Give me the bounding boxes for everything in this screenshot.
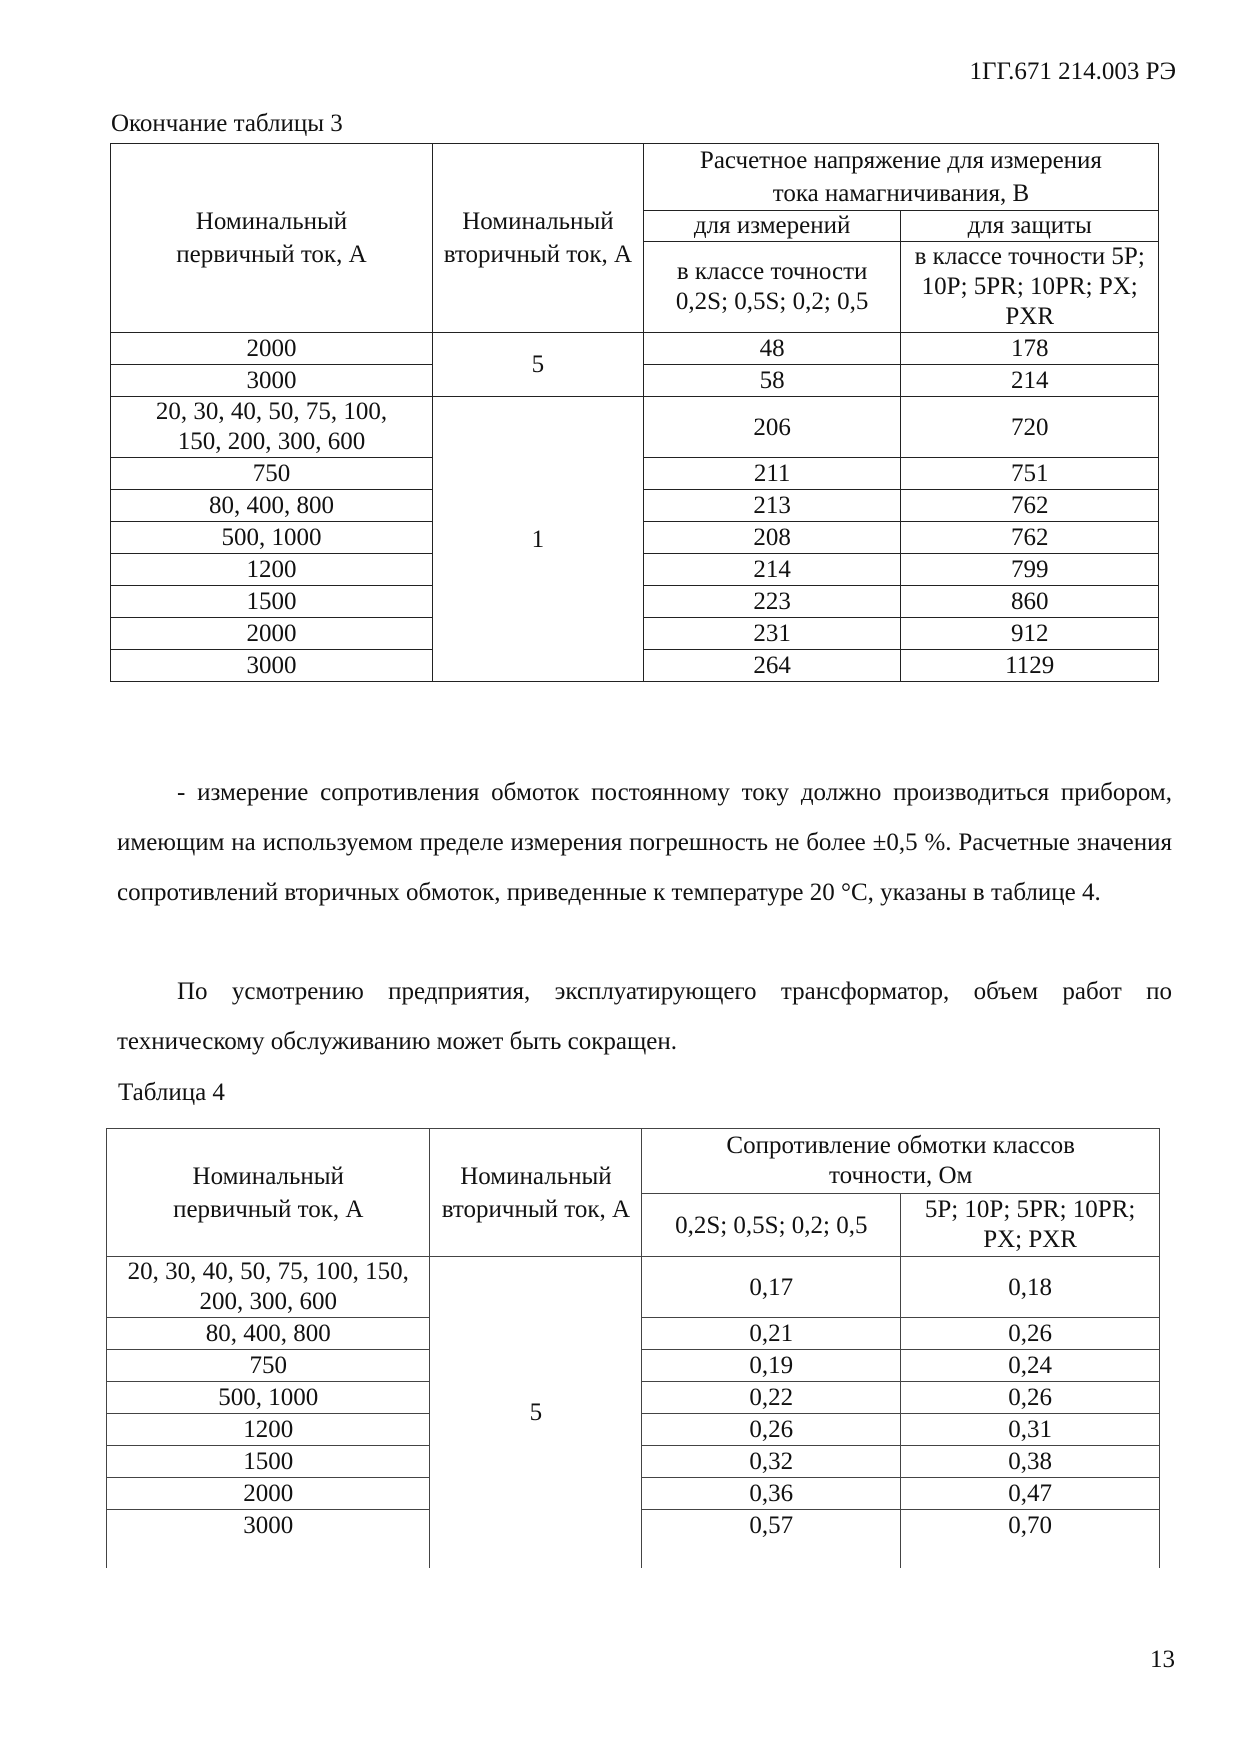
header-primary-current: Номинальный первичный ток, А	[107, 1129, 430, 1257]
header-resistance-group: Сопротивление обмотки классов точности, Ом	[642, 1129, 1160, 1194]
cell-measurement-resistance: 0,26	[642, 1414, 901, 1446]
cell-primary-current: 20, 30, 40, 50, 75, 100, 150, 200, 300, 600	[111, 397, 433, 458]
cell-protection-resistance: 0,38	[901, 1446, 1160, 1478]
header-protection: для защиты	[901, 211, 1159, 242]
cell-measurement-voltage: 208	[643, 522, 901, 554]
cell-protection-voltage: 912	[901, 618, 1159, 650]
cell-primary-current: 80, 400, 800	[111, 490, 433, 522]
cell-measurement-resistance: 0,36	[642, 1478, 901, 1510]
cell-measurement-resistance: 0,57	[642, 1510, 901, 1569]
cell-primary-current: 1500	[107, 1446, 430, 1478]
cell-primary-current: 1200	[111, 554, 433, 586]
cell-primary-current: 1200	[107, 1414, 430, 1446]
table-3	[110, 143, 1159, 682]
table-row	[111, 397, 1159, 458]
cell-protection-voltage: 860	[901, 586, 1159, 618]
header-protection-class: 5P; 10P; 5PR; 10PR; PX; PXR	[901, 1194, 1160, 1257]
cell-measurement-voltage: 58	[643, 365, 901, 397]
cell-measurement-resistance: 0,21	[642, 1318, 901, 1350]
cell-measurement-voltage: 48	[643, 333, 901, 365]
header-secondary-current: Номинальный вторичный ток, А	[432, 144, 643, 333]
cell-protection-voltage: 751	[901, 458, 1159, 490]
cell-measurement-voltage: 264	[643, 650, 901, 682]
paragraph-winding-resistance: - измерение сопротивления обмоток постоянному току должно производиться прибором, имеющим на используемом пределе измерения погрешность не более ±0,5 %. Расчетные значения сопротивлений вторичных обмоток, приведенные к температуре 20 °С, указаны в таблице 4.	[117, 779, 1172, 906]
table-row	[107, 1257, 1160, 1318]
cell-protection-resistance: 0,31	[901, 1414, 1160, 1446]
cell-primary-current: 2000	[111, 333, 433, 365]
cell-primary-current: 500, 1000	[111, 522, 433, 554]
cell-protection-resistance: 0,24	[901, 1350, 1160, 1382]
paragraph-maintenance-scope: По усмотрению предприятия, эксплуатирующего трансформатор, объем работ по техническому обслуживанию может быть сокращен.	[117, 978, 1172, 1055]
table-row	[111, 333, 1159, 365]
cell-measurement-voltage: 213	[643, 490, 901, 522]
cell-protection-resistance: 0,26	[901, 1382, 1160, 1414]
cell-protection-resistance: 0,18	[901, 1257, 1160, 1318]
header-protection-class: в классе точности 5P; 10P; 5PR; 10PR; PX; PXR	[901, 242, 1159, 333]
cell-primary-current: 3000	[111, 365, 433, 397]
cell-measurement-voltage: 231	[643, 618, 901, 650]
header-measurement: для измерений	[643, 211, 901, 242]
cell-protection-voltage: 178	[901, 333, 1159, 365]
table4-caption: Таблица 4	[118, 1079, 225, 1106]
cell-primary-current: 2000	[111, 618, 433, 650]
cell-primary-current: 80, 400, 800	[107, 1318, 430, 1350]
header-voltage-group: Расчетное напряжение для измерения тока намагничивания, В	[643, 144, 1158, 211]
cell-protection-voltage: 762	[901, 490, 1159, 522]
header-secondary-current: Номинальный вторичный ток, А	[430, 1129, 642, 1257]
cell-measurement-resistance: 0,17	[642, 1257, 901, 1318]
cell-measurement-voltage: 211	[643, 458, 901, 490]
cell-primary-current: 750	[111, 458, 433, 490]
cell-measurement-resistance: 0,32	[642, 1446, 901, 1478]
cell-primary-current: 2000	[107, 1478, 430, 1510]
cell-protection-voltage: 799	[901, 554, 1159, 586]
cell-primary-current: 20, 30, 40, 50, 75, 100, 150, 200, 300, 600	[107, 1257, 430, 1318]
cell-protection-voltage: 214	[901, 365, 1159, 397]
cell-secondary-current: 5	[430, 1257, 642, 1569]
cell-measurement-voltage: 206	[643, 397, 901, 458]
header-primary-current: Номинальный первичный ток, А	[111, 144, 433, 333]
cell-primary-current: 750	[107, 1350, 430, 1382]
table-4	[106, 1128, 1160, 1568]
cell-protection-voltage: 720	[901, 397, 1159, 458]
header-measurement-class: 0,2S; 0,5S; 0,2; 0,5	[642, 1194, 901, 1257]
cell-measurement-resistance: 0,19	[642, 1350, 901, 1382]
header-measurement-class: в классе точности 0,2S; 0,5S; 0,2; 0,5	[643, 242, 901, 333]
cell-measurement-voltage: 223	[643, 586, 901, 618]
cell-measurement-resistance: 0,22	[642, 1382, 901, 1414]
cell-protection-resistance: 0,26	[901, 1318, 1160, 1350]
page-number: 13	[1150, 1646, 1175, 1673]
cell-primary-current: 500, 1000	[107, 1382, 430, 1414]
table3-caption: Окончание таблицы 3	[111, 110, 343, 137]
cell-secondary-current: 5	[432, 333, 643, 397]
cell-measurement-voltage: 214	[643, 554, 901, 586]
cell-secondary-current: 1	[432, 397, 643, 682]
cell-protection-voltage: 762	[901, 522, 1159, 554]
document-code: 1ГГ.671 214.003 РЭ	[969, 58, 1176, 85]
cell-primary-current: 3000	[107, 1510, 430, 1569]
cell-protection-resistance: 0,47	[901, 1478, 1160, 1510]
cell-protection-resistance: 0,70	[901, 1510, 1160, 1569]
cell-protection-voltage: 1129	[901, 650, 1159, 682]
cell-primary-current: 3000	[111, 650, 433, 682]
cell-primary-current: 1500	[111, 586, 433, 618]
